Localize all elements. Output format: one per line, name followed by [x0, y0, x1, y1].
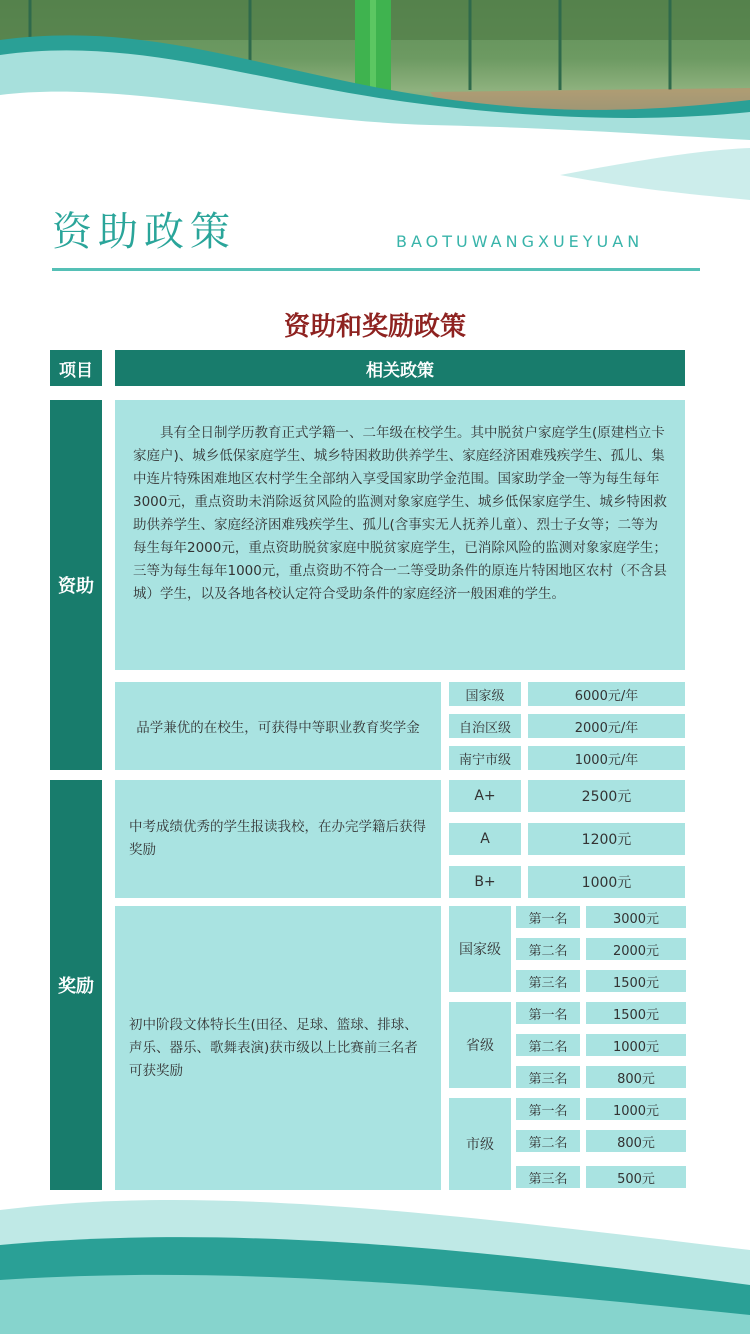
scholarship-amount: 6000元/年 — [528, 682, 685, 706]
talent-place: 第一名 — [516, 906, 580, 928]
exam-amount: 1000元 — [528, 866, 685, 898]
scholarship-level: 自治区级 — [449, 714, 521, 738]
exam-reward-desc-text: 中考成绩优秀的学生报读我校，在办完学籍后获得奖励 — [129, 819, 426, 858]
exam-reward-desc — [115, 780, 441, 898]
reward-label: 奖励 — [50, 780, 102, 1190]
talent-amount: 3000元 — [586, 906, 686, 928]
table-title: 资助和奖励政策 — [283, 312, 466, 342]
title-divider — [52, 268, 700, 271]
scholarship-level: 南宁市级 — [449, 746, 521, 770]
talent-amount: 1000元 — [586, 1098, 686, 1120]
exam-amount: 2500元 — [528, 780, 685, 812]
aid-paragraph-text: 具有全日制学历教育正式学籍一、二年级在校学生。其中脱贫户家庭学生(原建档立卡家庭户)、城乡低保家庭学生、城乡特困救助供养学生、家庭经济困难残疾学生、孤儿、集中连片特殊困难地区农村学生全部纳入享受国家助学金范围。国家助学金一等为每生每年3000元，重点资助未消除返贫风险的监测对象家庭学生、城乡低保家庭学生、城乡特困救助供养学生、家庭经济困难残疾学生、孤儿(含事实无人抚养儿童）、烈士子女等；二等为每生每年2000元，重点资助脱贫家庭中脱贫家庭学生，已消除风险的监测对象家庭学生；三等为每生每年1000元，重点资助不符合一二等受助条件的原连片特困地区农村（不含县城）学生，以及各地各校认定符合受助条件的家庭经济一般困难的学生。 — [133, 425, 667, 602]
talent-reward-desc-text: 初中阶段文体特长生(田径、足球、篮球、排球、声乐、器乐、歌舞表演)获市级以上比赛前三名者可获奖励 — [129, 1016, 418, 1079]
talent-amount: 800元 — [586, 1066, 686, 1088]
page-subtitle: BAOTUWANGXUEYUAN — [396, 232, 644, 251]
talent-place: 第二名 — [516, 1034, 580, 1056]
talent-place: 第二名 — [516, 938, 580, 960]
exam-grade: B+ — [449, 866, 521, 898]
talent-place: 第一名 — [516, 1098, 580, 1120]
scholarship-amount: 2000元/年 — [528, 714, 685, 738]
header-banner — [0, 0, 750, 210]
col-header-policy: 相关政策 — [115, 350, 685, 386]
talent-amount: 500元 — [586, 1166, 686, 1188]
footer-wave — [0, 1190, 750, 1334]
talent-level: 省级 — [449, 1002, 511, 1088]
aid-paragraph — [115, 400, 685, 670]
talent-amount: 2000元 — [586, 938, 686, 960]
footer-wave-art — [0, 1190, 750, 1334]
talent-place: 第三名 — [516, 1166, 580, 1188]
talent-level: 国家级 — [449, 906, 511, 992]
exam-grade: A+ — [449, 780, 521, 812]
talent-place: 第三名 — [516, 1066, 580, 1088]
scholarship-desc: 品学兼优的在校生，可获得中等职业教育奖学金 — [115, 682, 441, 770]
talent-level: 市级 — [449, 1098, 511, 1190]
scholarship-level: 国家级 — [449, 682, 521, 706]
talent-place: 第三名 — [516, 970, 580, 992]
talent-amount: 1000元 — [586, 1034, 686, 1056]
col-header-item: 项目 — [50, 350, 102, 386]
talent-amount: 800元 — [586, 1130, 686, 1152]
talent-amount: 1500元 — [586, 970, 686, 992]
talent-place: 第二名 — [516, 1130, 580, 1152]
talent-amount: 1500元 — [586, 1002, 686, 1024]
talent-reward-desc — [115, 906, 441, 1190]
header-banner-art — [0, 0, 750, 210]
exam-amount: 1200元 — [528, 823, 685, 855]
aid-label: 资助 — [50, 400, 102, 770]
page-title: 资助政策 — [52, 209, 236, 255]
exam-grade: A — [449, 823, 521, 855]
scholarship-amount: 1000元/年 — [528, 746, 685, 770]
talent-place: 第一名 — [516, 1002, 580, 1024]
